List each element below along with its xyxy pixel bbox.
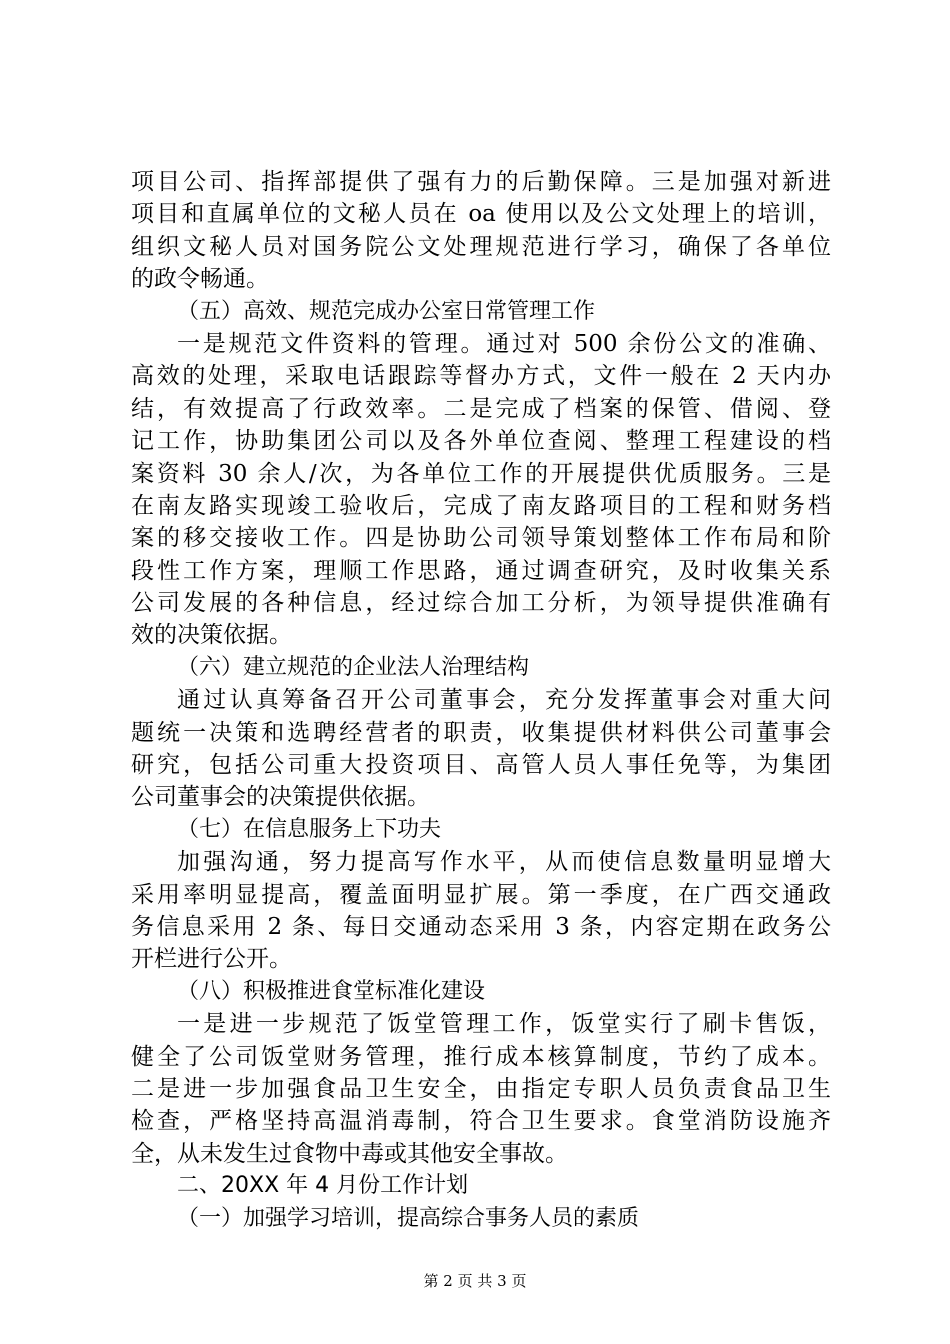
paragraph-line: 记工作，协助集团公司以及各外单位查阅、整理工程建设的档 [131,428,831,455]
paragraph-line: 通过认真筹备召开公司董事会，充分发挥董事会对重大问 [177,687,831,714]
paragraph-line: 项目和直属单位的文秘人员在 oa 使用以及公文处理上的培训， [131,201,831,228]
paragraph-line: 段性工作方案，理顺工作思路，通过调查研究，及时收集关系 [131,557,831,584]
paragraph-line: 的政令畅通。 [131,266,269,293]
paragraph-line: 在南友路实现竣工验收后，完成了南友路项目的工程和财务档 [131,492,831,519]
section-heading: （六）建立规范的企业法人治理结构 [177,654,530,680]
paragraph-line: 题统一决策和选聘经营者的职责，收集提供材料供公司董事会 [131,719,831,746]
section-heading: 二、20XX 年 4 月份工作计划 [177,1173,469,1199]
paragraph-line: 一是进一步规范了饭堂管理工作，饭堂实行了刷卡售饭， [177,1011,831,1038]
paragraph-line: 加强沟通，努力提高写作水平，从而使信息数量明显增大 [177,849,831,876]
paragraph-line: 结，有效提高了行政效率。二是完成了档案的保管、借阅、登 [131,395,831,422]
section-heading: （八）积极推进食堂标准化建设 [177,978,486,1004]
paragraph-line: 全，从未发生过食物中毒或其他安全事故。 [131,1140,568,1167]
paragraph-line: 一是规范文件资料的管理。通过对 500 余份公文的准确、 [177,330,831,357]
paragraph-line: 二是进一步加强食品卫生安全，由指定专职人员负责食品卫生 [131,1075,831,1102]
paragraph-line: 案资料 30 余人/次，为各单位工作的开展提供优质服务。三是 [131,460,831,487]
paragraph-line: 效的决策依据。 [131,622,292,649]
paragraph-line: 健全了公司饭堂财务管理，推行成本核算制度，节约了成本。 [131,1043,831,1070]
paragraph-line: 组织文秘人员对国务院公文处理规范进行学习，确保了各单位 [131,233,831,260]
paragraph-line: 项目公司、指挥部提供了强有力的后勤保障。三是加强对新进 [131,169,831,195]
paragraph-line: 研究，包括公司重大投资项目、高管人员人事任免等，为集团 [131,752,831,779]
paragraph-line: 公司发展的各种信息，经过综合加工分析，为领导提供准确有 [131,590,831,617]
paragraph-line: 开栏进行公开。 [131,946,292,973]
page-footer: 第 2 页 共 3 页 [423,1272,527,1290]
paragraph-line: 务信息采用 2 条、每日交通动态采用 3 条，内容定期在政务公 [131,913,831,940]
document-body [131,166,831,1235]
paragraph-line: 采用率明显提高，覆盖面明显扩展。第一季度，在广西交通政 [131,881,831,908]
section-heading: （七）在信息服务上下功夫 [177,816,442,842]
section-heading: （五）高效、规范完成办公室日常管理工作 [177,298,596,324]
section-heading: （一）加强学习培训，提高综合事务人员的素质 [177,1205,640,1231]
paragraph-line: 公司董事会的决策提供依据。 [131,784,430,811]
paragraph-line: 检查，严格坚持高温消毒制，符合卫生要求。食堂消防设施齐 [131,1108,831,1135]
paragraph-line: 案的移交接收工作。四是协助公司领导策划整体工作布局和阶 [131,525,831,552]
paragraph-line: 高效的处理，采取电话跟踪等督办方式，文件一般在 2 天内办 [131,363,831,390]
